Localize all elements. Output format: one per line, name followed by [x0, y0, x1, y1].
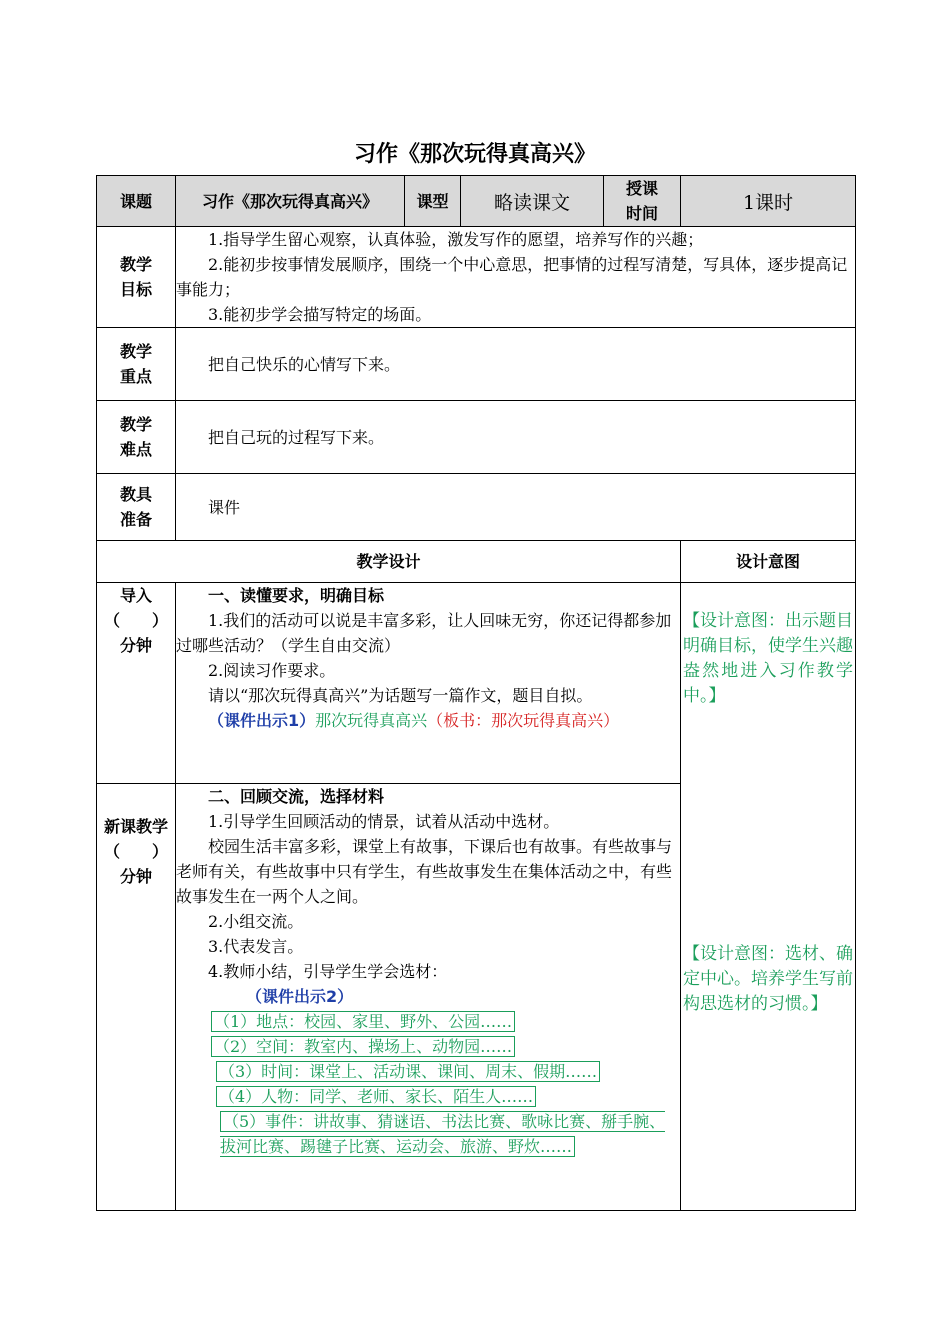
subject-value: 习作《那次玩得真高兴》 [176, 176, 405, 227]
goals-row [97, 227, 856, 328]
stage2-label-line1: 新课教学 [103, 817, 168, 836]
focus-label [97, 328, 176, 401]
section2-p1: 1.引导学生回顾活动的情景，试着从活动中选材。 [208, 812, 560, 831]
difficulty-label-line1: 教学 [119, 415, 152, 434]
section2-p5: 4.教师小结，引导学生学会选材： [208, 962, 448, 981]
subject-label: 课题 [97, 176, 176, 227]
stage2-label-line2: （ ） [103, 842, 168, 861]
section1-p2: 2.阅读习作要求。 [208, 661, 336, 680]
tools-row [97, 474, 856, 541]
stage1-label-line1: 导入 [119, 586, 152, 605]
section1-intent: 【设计意图：出示题目明确目标，使学生兴趣盎然地进入习作教学中。】 [683, 611, 853, 706]
focus-text: 把自己快乐的心情写下来。 [176, 328, 856, 401]
stage2-label-line3: 分钟 [119, 867, 152, 886]
time-label-line2: 时间 [625, 204, 658, 223]
section2-content [176, 784, 681, 1211]
tools-label [97, 474, 176, 541]
difficulty-label [97, 401, 176, 474]
intent-column [681, 583, 856, 1211]
difficulty-label-line2: 难点 [119, 440, 152, 459]
section2-p4: 3.代表发言。 [208, 937, 304, 956]
board-note: （板书：那次玩得真高兴） [427, 711, 620, 730]
section1-p3: 请以“那次玩得真高兴”为话题写一篇作文，题目自拟。 [208, 686, 593, 705]
section1-p1: 1.我们的活动可以说是丰富多彩，让人回味无穷，你还记得都参加过哪些活动？（学生自由交流） [176, 611, 672, 655]
goal-item: 2.能初步按事情发展顺序，围绕一个中心意思，把事情的过程写清楚，写具体，逐步提高记事能力； [176, 255, 848, 299]
courseware-label: （课件出示1） [208, 711, 316, 730]
stage1-label [97, 583, 176, 784]
goal-item: 3.能初步学会描写特定的场面。 [208, 305, 432, 324]
header-row [97, 176, 856, 227]
stage1-row [97, 583, 856, 784]
lesson-plan-table [96, 175, 856, 1211]
tools-text: 课件 [176, 474, 856, 541]
stage1-label-line2: （ ） [103, 611, 168, 630]
type-value: 略读课文 [461, 176, 604, 227]
tools-label-line1: 教具 [119, 485, 152, 504]
section2-courseware: （课件出示2） [246, 987, 354, 1006]
material-location: （1）地点：校园、家里、野外、公园…… [211, 1011, 515, 1032]
design-header-left: 教学设计 [97, 541, 681, 583]
goals-label [97, 227, 176, 328]
material-people: （4）人物：同学、老师、家长、陌生人…… [216, 1086, 536, 1107]
stage2-label [97, 784, 176, 1211]
time-label [604, 176, 681, 227]
material-events: （5）事件：讲故事、猜谜语、书法比赛、歌咏比赛、掰手腕、拔河比赛、踢毽子比赛、运动会、旅游、野炊…… [220, 1112, 666, 1156]
section1-content [176, 583, 681, 784]
tools-label-line2: 准备 [119, 510, 152, 529]
type-label: 课型 [405, 176, 461, 227]
difficulty-row [97, 401, 856, 474]
section2-intent: 【设计意图：选材、确定中心。培养学生写前构思选材的习惯。】 [683, 944, 853, 1014]
section2-p2: 校园生活丰富多彩，课堂上有故事，下课后也有故事。有些故事与老师有关，有些故事中只有学生，有些故事发生在集体活动之中，有些故事发生在一两个人之间。 [176, 837, 673, 906]
time-label-line1: 授课 [625, 179, 658, 198]
design-header-row [97, 541, 856, 583]
document-title: 习作《那次玩得真高兴》 [353, 142, 596, 167]
material-space: （2）空间：教室内、操场上、动物园…… [211, 1036, 515, 1057]
stage1-label-line3: 分钟 [119, 636, 152, 655]
section2-heading: 二、回顾交流，选择材料 [208, 787, 385, 806]
goal-item: 1.指导学生留心观察，认真体验，激发写作的愿望，培养写作的兴趣； [208, 230, 704, 249]
focus-row [97, 328, 856, 401]
time-value: 1课时 [681, 176, 856, 227]
courseware-text: 那次玩得真高兴 [315, 711, 428, 730]
goals-content [176, 227, 856, 328]
section1-courseware-line [176, 708, 680, 733]
material-time: （3）时间：课堂上、活动课、课间、周末、假期…… [216, 1061, 600, 1082]
section1-heading: 一、读懂要求，明确目标 [208, 586, 385, 605]
focus-label-line1: 教学 [119, 342, 152, 361]
section2-p3: 2.小组交流。 [208, 912, 304, 931]
design-header-right: 设计意图 [681, 541, 856, 583]
goals-label-line2: 目标 [119, 280, 152, 299]
focus-label-line2: 重点 [119, 367, 152, 386]
goals-label-line1: 教学 [119, 255, 152, 274]
difficulty-text: 把自己玩的过程写下来。 [176, 401, 856, 474]
